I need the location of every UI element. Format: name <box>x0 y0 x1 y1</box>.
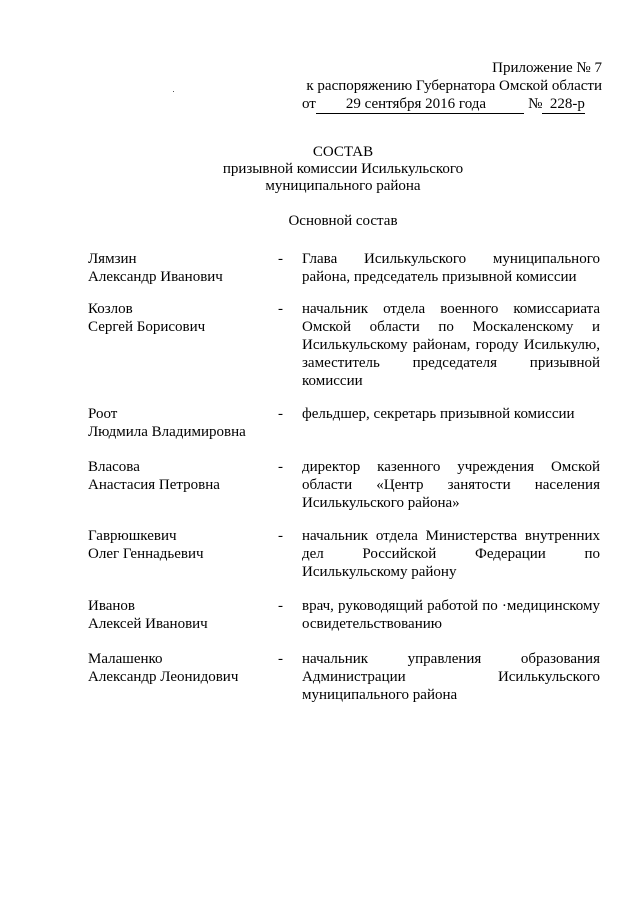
date-prefix: от <box>302 96 316 112</box>
member-dash: - <box>278 459 283 475</box>
order-date: 29 сентября 2016 года <box>316 95 524 114</box>
member-name: Гаврюшкевич Олег Геннадьевич <box>88 528 204 562</box>
member-role: начальник управления образования Администрации Исилькульского муниципального района <box>302 651 600 703</box>
member-name: Лямзин Александр Иванович <box>88 251 223 285</box>
member-role: фельдшер, секретарь призывной комиссии <box>302 406 575 422</box>
member-dash: - <box>278 528 283 544</box>
member-role: Глава Исилькульского муниципального района, председатель призывной комиссии <box>302 251 600 285</box>
member-dash: - <box>278 406 283 422</box>
member-dash: - <box>278 251 283 267</box>
section-subtitle: Основной состав <box>288 213 398 229</box>
member-name: Козлов Сергей Борисович <box>88 301 206 335</box>
member-dash: - <box>278 301 283 317</box>
document-title-line2: муниципального района <box>265 178 421 194</box>
appendix-reference <box>306 59 602 95</box>
appendix-title: Приложение № 7 <box>492 60 602 76</box>
scan-speck <box>173 91 174 92</box>
member-role: директор казенного учреждения Омской области «Центр занятости населения Исилькульского района» <box>302 459 600 511</box>
member-name: Иванов Алексей Иванович <box>88 598 208 632</box>
member-dash: - <box>278 651 283 667</box>
order-number: 228-р <box>542 95 585 114</box>
member-name: Власова Анастасия Петровна <box>88 459 220 493</box>
member-role: врач, руководящий работой по ·медицинскому освидетельствованию <box>302 598 600 632</box>
document-title-line1: призывной комиссии Исилькульского <box>222 161 464 177</box>
member-role: начальник отдела Министерства внутренних дел Российской Федерации по Исилькульскому району <box>302 528 600 580</box>
document-title: СОСТАВ <box>312 144 374 160</box>
member-dash: - <box>278 598 283 614</box>
member-role: начальник отдела военного комиссариата Омской области по Москаленскому и Исилькульскому районам, городу Исилькулю, заместитель председателя призывной комиссии <box>302 301 600 389</box>
order-date-line <box>302 95 602 114</box>
order-reference: к распоряжению Губернатора Омской области <box>306 78 602 94</box>
member-name: Роот Людмила Владимировна <box>88 406 246 440</box>
number-prefix: № <box>528 96 543 112</box>
member-name: Малашенко Александр Леонидович <box>88 651 239 685</box>
